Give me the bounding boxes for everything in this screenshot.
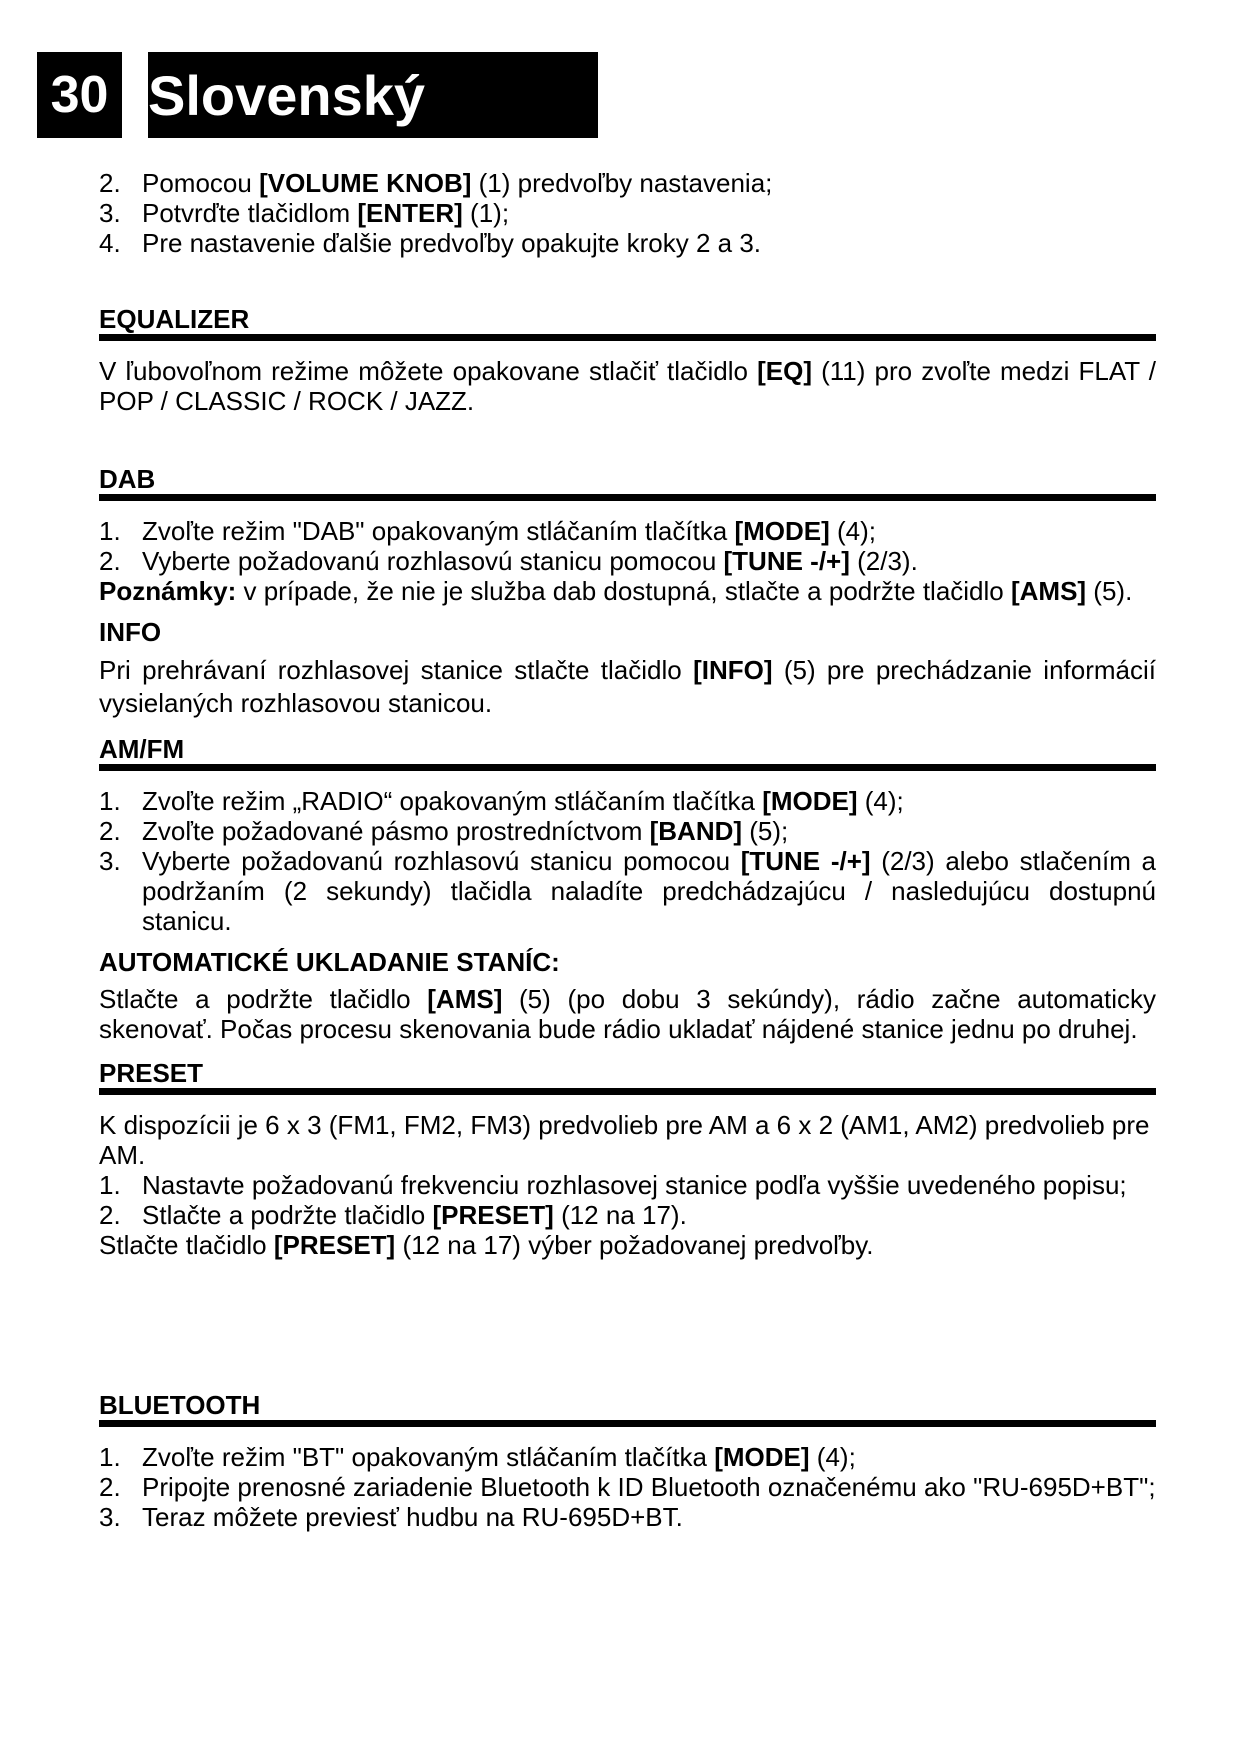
button-ref: [PRESET] [432, 1200, 554, 1230]
paragraph-text: (12 na 17) výber požadovanej predvoľby. [395, 1230, 874, 1260]
section-heading-info: INFO [99, 617, 162, 647]
item-text: Pre nastavenie ďalšie predvoľby opakujte kroky 2 a 3. [142, 228, 762, 258]
item-number: 2. [99, 816, 121, 846]
intro-list [99, 168, 1156, 258]
item-text: (2/3) alebo stlačením a podržaním (2 sekundy) tlačidla naladíte predchádzajúcu / nasledujúcu dostupnú stanicu. [142, 846, 1156, 936]
manual-content [99, 168, 1156, 1532]
paragraph-text: Stlačte a podržte tlačidlo [99, 984, 428, 1014]
item-number: 1. [99, 516, 121, 546]
item-number: 1. [99, 1170, 121, 1200]
item-number: 2. [99, 168, 121, 198]
button-ref: [MODE] [762, 786, 858, 816]
item-number: 2. [99, 1200, 121, 1230]
item-text: Vyberte požadovanú rozhlasovú stanicu pomocou [142, 546, 724, 576]
amfm-list [99, 786, 1156, 936]
note-text: (5). [1086, 576, 1133, 606]
item-text: (4); [829, 516, 877, 546]
item-text: Zvoľte režim "DAB" opakovaným stláčaním tlačítka [142, 516, 735, 546]
auto-text [99, 984, 1156, 1044]
item-number: 2. [99, 546, 121, 576]
section-heading-equalizer: EQUALIZER [99, 304, 1156, 341]
item-number: 1. [99, 786, 121, 816]
bluetooth-list [99, 1442, 1156, 1532]
equalizer-text [99, 356, 1156, 416]
dab-note [99, 576, 1156, 606]
button-ref: [PRESET] [273, 1230, 396, 1260]
info-text [99, 654, 1156, 720]
item-text: Vyberte požadovanú rozhlasovú stanicu pomocou [142, 846, 741, 876]
list-item [99, 546, 1156, 576]
paragraph-text: V ľubovoľnom režime môžete opakovane stlačiť tlačidlo [99, 356, 758, 386]
list-item [99, 1442, 1156, 1472]
button-ref: [TUNE -/+] [740, 846, 871, 876]
item-text: Potvrďte tlačidlom [142, 198, 358, 228]
item-text: (4); [809, 1442, 856, 1472]
list-item [99, 198, 1156, 228]
section-heading-preset: PRESET [99, 1058, 1156, 1095]
item-text: (2/3). [849, 546, 918, 576]
button-ref: [BAND] [649, 816, 743, 846]
item-text: Stlačte a podržte tlačidlo [142, 1200, 433, 1230]
item-text: (4); [857, 786, 904, 816]
item-text: Zvoľte požadované pásmo prostredníctvom [142, 816, 650, 846]
preset-list [99, 1170, 1156, 1230]
list-item [99, 1200, 1156, 1230]
item-text: Pripojte prenosné zariadenie Bluetooth k ID Bluetooth označenému ako "RU-695D+BT"; [142, 1472, 1156, 1502]
button-ref: [MODE] [714, 1442, 810, 1472]
list-item [99, 1502, 1156, 1532]
paragraph-text: (11) pro zvoľte medzi FLAT / POP / CLASSIC / ROCK / JAZZ. [99, 356, 1156, 416]
button-ref: [TUNE -/+] [723, 546, 850, 576]
item-number: 3. [99, 198, 121, 228]
paragraph-text: (5) (po dobu 3 sekúndy), rádio začne automaticky skenovať. Počas procesu skenovania bude rádio ukladať nájdené stanice jednu po druhej. [99, 984, 1156, 1044]
item-number: 1. [99, 1442, 121, 1472]
list-item [99, 516, 1156, 546]
button-ref: [ENTER] [357, 198, 463, 228]
list-item [99, 228, 1156, 258]
paragraph-text: Pri prehrávaní rozhlasovej stanice stlačte tlačidlo [99, 655, 694, 685]
section-heading-amfm: AM/FM [99, 734, 1156, 771]
button-ref: [VOLUME KNOB] [259, 168, 472, 198]
item-text: Teraz môžete previesť hudbu na RU-695D+BT. [142, 1502, 683, 1532]
section-heading-bluetooth: BLUETOOTH [99, 1390, 1156, 1427]
list-item [99, 1170, 1156, 1200]
item-text: Zvoľte režim „RADIO“ opakovaným stláčaním tlačítka [142, 786, 763, 816]
list-item [99, 816, 1156, 846]
item-text: Nastavte požadovanú frekvenciu rozhlasovej stanice podľa vyššie uvedeného popisu; [142, 1170, 1127, 1200]
item-number: 3. [99, 846, 121, 876]
preset-intro: K dispozícii je 6 x 3 (FM1, FM2, FM3) predvolieb pre AM a 6 x 2 (AM1, AM2) predvolieb pre AM. [99, 1110, 1150, 1170]
list-item [99, 846, 1156, 936]
paragraph-text: (5) pre prechádzanie informácií vysielaných rozhlasovou stanicou. [99, 655, 1156, 718]
button-ref: [EQ] [757, 356, 812, 386]
preset-outro [99, 1230, 1156, 1260]
section-heading-auto: AUTOMATICKÉ UKLADANIE STANÍC: [99, 947, 560, 977]
note-label: Poznámky: [99, 576, 237, 606]
button-ref: [INFO] [693, 655, 773, 685]
list-item [99, 1472, 1156, 1502]
note-text: v prípade, že nie je služba dab dostupná, stlačte a podržte tlačidlo [236, 576, 1011, 606]
paragraph-text: Stlačte tlačidlo [99, 1230, 274, 1260]
button-ref: [MODE] [734, 516, 830, 546]
item-text: Zvoľte režim "BT" opakovaným stláčaním tlačítka [142, 1442, 715, 1472]
section-heading-dab: DAB [99, 464, 1156, 501]
item-text: (12 na 17). [553, 1200, 687, 1230]
item-number: 2. [99, 1472, 121, 1502]
item-text: (5); [742, 816, 789, 846]
page-number: 30 [37, 52, 122, 138]
list-item [99, 786, 1156, 816]
item-text: (1); [462, 198, 510, 228]
dab-list [99, 516, 1156, 576]
button-ref: [AMS] [427, 984, 503, 1014]
item-number: 3. [99, 1502, 121, 1532]
item-text: (1) predvoľby nastavenia; [471, 168, 773, 198]
list-item [99, 168, 1156, 198]
page-title: Slovenský [148, 52, 598, 138]
item-text: Pomocou [142, 168, 260, 198]
item-number: 4. [99, 228, 121, 258]
button-ref: [AMS] [1010, 576, 1087, 606]
